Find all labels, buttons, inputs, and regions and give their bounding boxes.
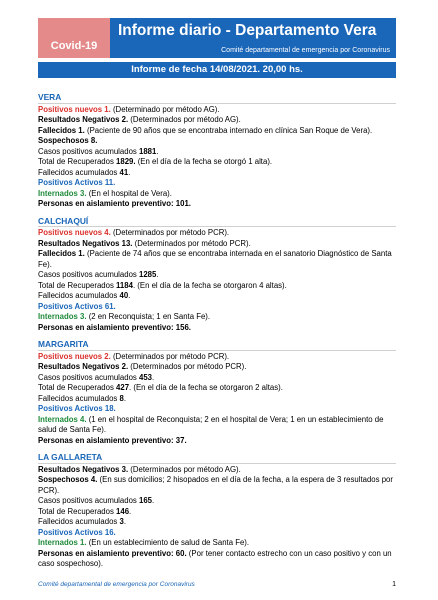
section-title: VERA — [38, 92, 396, 104]
line-detail: . — [123, 393, 126, 403]
line-label: Fallecidos acumulados — [38, 517, 120, 526]
line-detail: . — [156, 146, 159, 156]
line-value: Internados 3. — [38, 188, 87, 198]
line-detail: . — [152, 496, 155, 505]
line-label: Casos positivos acumulados — [38, 270, 139, 279]
line-detail: (Determinado por método AG). — [110, 104, 220, 114]
line-value: 41 — [119, 167, 129, 177]
report-line — [38, 507, 396, 518]
report-line — [38, 383, 396, 394]
section-calchaqu- — [38, 216, 396, 334]
line-detail: (En un establecimiento de salud de Santa Fe). — [86, 538, 250, 547]
covid-tag-label: Covid-19 — [50, 40, 98, 52]
line-label: Total de Recuperados — [38, 383, 117, 392]
report-line — [38, 189, 396, 200]
line-value: 165 — [138, 496, 152, 505]
section-title: CALCHAQUÍ — [38, 216, 396, 228]
line-value: 1184 — [116, 280, 133, 290]
line-detail: (Paciente de 90 años que se encontraba internado en clínica San Roque de Vera). — [84, 125, 373, 135]
line-value: Personas en aislamiento preventivo: 101. — [38, 199, 191, 208]
line-label: Total de Recuperados — [38, 157, 117, 166]
report-line — [38, 352, 396, 363]
line-value: 3 — [119, 517, 124, 526]
line-value: Positivos Activos 16. — [38, 527, 116, 537]
section-title: LA GALLARETA — [38, 452, 396, 464]
line-value: 40 — [119, 291, 129, 300]
line-label: Total de Recuperados — [38, 506, 117, 516]
line-detail: (En sus domicilios; 2 hisopados en el día de la fecha, a la espera de 3 resultados por PCR). — [38, 475, 393, 495]
line-detail: . — [128, 167, 131, 177]
line-detail: . (En el día de la fecha se otorgaron 2 altas). — [129, 383, 283, 392]
line-label: Fallecidos acumulados — [38, 167, 120, 177]
line-label: Fallecidos acumulados — [38, 291, 120, 300]
line-value: 146 — [116, 506, 130, 516]
line-value: Positivos nuevos 2. — [38, 351, 111, 361]
line-detail: . — [128, 291, 131, 300]
report-line — [38, 404, 396, 415]
line-value: Fallecidos 1. — [38, 125, 85, 135]
footer-text: Comité departamental de emergencia por Coronavirus — [38, 581, 195, 588]
report-line — [38, 302, 396, 313]
section-vera — [38, 92, 396, 210]
line-detail: (En el hospital de Vera). — [86, 188, 172, 198]
section-margarita — [38, 339, 396, 446]
line-detail: . — [123, 517, 126, 526]
line-value: Internados 1. — [38, 538, 87, 547]
report-line — [38, 496, 396, 507]
line-detail: (Paciente de 74 años que se encontraba internada en el sanatorio Diagnóstico de Santa Fe). — [38, 249, 392, 269]
line-value: Sospechosos 4. — [38, 475, 98, 484]
line-detail: (En el día de la fecha se otorgó 1 alta). — [135, 157, 273, 166]
report-line — [38, 528, 396, 539]
report-line — [38, 199, 396, 210]
report-line — [38, 538, 396, 549]
report-line — [38, 362, 396, 373]
line-value: Positivos Activos 11. — [38, 178, 116, 187]
line-detail: (Determinados por método AG). — [128, 115, 241, 124]
line-value: Resultados Negativos 2. — [38, 115, 129, 124]
line-label: Casos positivos acumulados — [38, 496, 139, 505]
report-line — [38, 465, 396, 476]
report-line — [38, 281, 396, 292]
title-box — [110, 18, 396, 58]
line-value: Personas en aislamiento preventivo: 156. — [38, 322, 191, 332]
line-detail: . — [129, 506, 132, 516]
line-value: Positivos nuevos 1. — [38, 104, 111, 114]
report-header — [38, 18, 396, 58]
line-value: Personas en aislamiento preventivo: 37. — [38, 435, 187, 445]
line-label: Casos positivos acumulados — [38, 372, 139, 382]
report-line — [38, 249, 396, 270]
report-line — [38, 270, 396, 281]
report-line — [38, 549, 396, 570]
line-detail: . — [156, 270, 159, 279]
report-line — [38, 228, 396, 239]
line-value: Resultados Negativos 13. — [38, 238, 133, 248]
line-label: Total de Recuperados — [38, 280, 117, 290]
report-line — [38, 373, 396, 384]
report-line — [38, 239, 396, 250]
line-value: 453 — [138, 372, 152, 382]
report-content — [38, 92, 396, 576]
report-line — [38, 147, 396, 158]
report-line — [38, 436, 396, 447]
report-line — [38, 291, 396, 302]
line-value: Resultados Negativos 2. — [38, 362, 129, 371]
line-value: Positivos Activos 18. — [38, 404, 116, 413]
line-value: 427 — [116, 383, 130, 392]
line-label: Casos positivos acumulados — [38, 146, 139, 156]
date-bar: Informe de fecha 14/08/2021. 20,00 hs. — [38, 62, 396, 78]
line-value: 1285 — [138, 270, 157, 279]
line-detail: (Por tener contacto estrecho con un caso positivo y con un caso sospechoso). — [38, 548, 392, 568]
line-value: 1881 — [138, 146, 157, 156]
line-detail: (Determinados por método AG). — [128, 464, 241, 474]
line-value: Positivos nuevos 4. — [38, 228, 111, 237]
line-detail: (Determinados por método PCR). — [110, 228, 230, 237]
report-line — [38, 178, 396, 189]
line-value: Internados 3. — [38, 312, 87, 321]
line-detail: (Determinados por método PCR). — [132, 238, 251, 248]
line-label: Fallecidos acumulados — [38, 393, 120, 403]
report-line — [38, 312, 396, 323]
line-value: Fallecidos 1. — [38, 249, 85, 258]
line-detail: (1 en el hospital de Reconquista; 2 en el hospital de Vera; 1 en un establecimiento de salud de Santa Fe). — [38, 414, 384, 434]
report-line — [38, 415, 396, 436]
line-detail: . (En el día de la fecha se otorgaron 4 altas). — [132, 280, 287, 290]
report-line — [38, 517, 396, 528]
line-value: Internados 4. — [38, 414, 87, 424]
report-line — [38, 157, 396, 168]
page-number: 1 — [392, 581, 396, 588]
report-line — [38, 126, 396, 137]
line-value: Sospechosos 8. — [38, 136, 98, 145]
report-line — [38, 168, 396, 179]
line-detail: . — [152, 372, 155, 382]
report-subtitle: Comité departamental de emergencia por Coronavirus — [221, 47, 390, 54]
line-detail: (Determinados por método PCR). — [110, 351, 230, 361]
report-line — [38, 115, 396, 126]
report-line — [38, 394, 396, 405]
report-line — [38, 323, 396, 334]
section-title: MARGARITA — [38, 339, 396, 351]
line-value: Resultados Negativos 3. — [38, 464, 129, 474]
report-title: Informe diario - Departamento Vera — [118, 22, 377, 39]
report-line — [38, 475, 396, 496]
line-value: Positivos Activos 61. — [38, 301, 116, 311]
line-value: 8 — [119, 393, 124, 403]
report-line — [38, 105, 396, 116]
line-value: Personas en aislamiento preventivo: 60. — [38, 548, 187, 558]
line-value: 1829. — [116, 157, 136, 166]
line-detail: (Determinados por método PCR). — [128, 362, 247, 371]
report-line — [38, 136, 396, 147]
covid-tag — [38, 18, 110, 58]
line-detail: (2 en Reconquista; 1 en Santa Fe). — [86, 312, 211, 321]
section-la-gallareta — [38, 452, 396, 570]
